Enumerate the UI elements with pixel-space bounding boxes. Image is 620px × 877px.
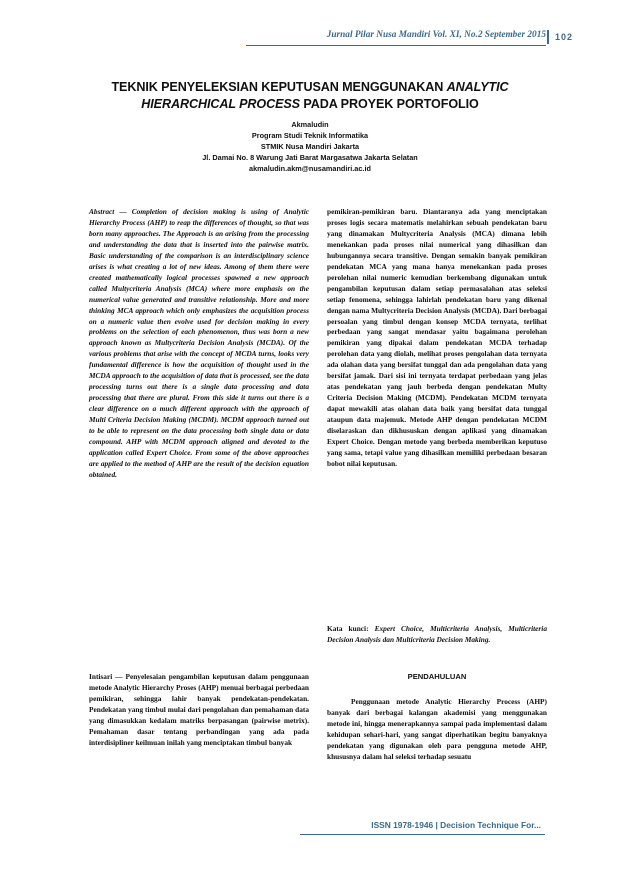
author-address: Jl. Damai No. 8 Warung Jati Barat Margasatwa Jakarta Selatan <box>202 152 418 162</box>
author-program: Program Studi Teknik Informatika <box>251 130 369 140</box>
title-line2: PADA PROYEK PORTOFOLIO <box>303 97 479 111</box>
title-line2-italic: HIERARCHICAL PROCESS <box>141 97 300 111</box>
author-email[interactable]: akmaludin.akm@nusamandiri.ac.id <box>249 163 371 173</box>
section-heading-introduction: PENDAHULUAN <box>407 672 467 681</box>
footer-rule <box>300 834 545 835</box>
author-block <box>120 120 500 175</box>
title-line1: TEKNIK PENYELEKSIAN KEPUTUSAN MENGGUNAKAN <box>111 80 444 94</box>
title-line1-italic: ANALYTIC <box>446 80 509 94</box>
author-institution: STMIK Nusa Mandiri Jakarta <box>260 141 360 151</box>
header-rule <box>246 45 546 46</box>
keywords-paragraph <box>327 624 547 646</box>
page-number: 102 <box>547 30 579 44</box>
abstract-paragraph: Abstract — Completion of decision making is using of Analytic Hierarchy Process (AHP) to reap the differences of thought, so that was born many approaches. The Approach is an arising from the processing and understanding the data that is inserted into the pairwise matrix. Basic understanding of the comparison is an interdisciplinary science arises is what creating a lot of new ideas. Among of them there were created mathematically logical processes spawned a new approach called Multycriteria Analysis (MCA) where more emphasis on the numerical value generated and transitive relationship. More and more thinking MCA approach which only emphasizes the acquisition process on a numeric value then evolve used for decision making in every problems on the selection of each phenomenon, thus was born a new approach known as Multycriteria Decision Analysis (MCDA). Of the various problems that arise with the concept of MCDA turns, looks very fundamental difference is how the acquisition of thought used in the MCDA approach to the acquisition of data that is processed, see the data processing turns out there is a single data processing and data processing that there are plural. From this side it turns out there is a clear difference on a much different approach with the approach of Multi Criteria Decision Making (MCDM). MCDM approach turned out to be able to represent on the data processing both single data or data compound. AHP with MCDM approach aligned and devoted to the application called Expert Choice. From some of the above approaches are applied to the method of AHP are the result of the decision equation obtained. <box>89 207 309 479</box>
journal-header: Jurnal Pilar Nusa Mandiri Vol. XI, No.2 September 2015 <box>326 30 546 40</box>
author-name: Akmaludin <box>291 120 329 129</box>
intisari-continued-paragraph: pemikiran-pemikiran baru. Diantaranya ada yang menciptakan proses logis secara matematis melahirkan sebuah pendekatan baru yang dinamakan Multycriteria Analysis (MCA) dimana lebih menekankan pada proses nilai numerical yang dihasilkan dan hubungannya secara transitive. Dengan semakin banyak pemikiran pendekatan MCA yang mana hanya menekankan pada proses perolehan nilai numeric kemudian berkembang digunakan untuk pengambilan keputusan dalam setiap permasalahan atas seleksi setiap fenomena, sehingga lahirlah pendekatan baru yang dikenal dengan nama Multycriteria Decision Analysis (MCDA). Dari berbagai persoalan yang timbul dengan konsep MCDA ternyata, terlihat perbedaan yang sangat mendasar yaitu bagaimana perolehan pemikiran yang dipakai dalam pendekatan MCDA terhadap perolehan data yang diolah, melihat proses pengolahan data ternyata ada olahan data yang bersifat tunggal dan ada pengolahan data yang bersifat jamak. Dari sisi ini ternyata terdapat perbedaan yang jelas atas pendekatan yang jauh berbeda dengan pendekatan Multy Criteria Decision Making (MCDM). Pendekatan MCDM ternyata dapat mewakili atas olahan data baik yang bersifat data tunggal ataupun data majemuk. Metode AHP dengan pendekatan MCDM diselaraskan dan dikhususkan dengan aplikasi yang dinamakan Expert Choice. Dengan metode yang berbeda memberikan keputuso yang sama, tetapi value yang dihasilkan memiliki perbedaan besaran bobot nilai keputusan. <box>327 207 547 468</box>
keywords-text: Expert Choice, Multicriteria Analysis, Multicriteria Decision Analysis dan Multicriteria Decision Making. <box>327 624 547 644</box>
paper-title <box>80 79 540 113</box>
introduction-paragraph: Penggunaan metode Analytic Hierarchy Process (AHP) banyak dari berbagai kalangan akademisi yang menggunakan metode ini, hingga menerapkannya sampai pada implementasi dalam kehidupan sehari-hari, yang sangat diperhatikan begitu banyaknya pendekatan yang digunakan oleh para pengguna metode AHP, khususnya dalam hal seleksi terhadap sesuatu <box>327 697 547 761</box>
intisari-paragraph: Intisari — Penyelesaian pengambilan keputusan dalam penggunaan metode Analytic Hierarchy Proses (AHP) menuai berbagai perbedaan pemikiran, sehingga lahir banyak pendekatan-pendekatan. Pendekatan yang timbul mulai dari pengolahan dan pemahaman data yang dimasukkan kedalam matriks berpasangan (pairwise metrix). Pemahaman dasar tentang perbandingan yang ada pada interdisipliner keilmuan inilah yang menciptakan timbul banyak <box>89 672 309 747</box>
journal-footer: ISSN 1978-1946 | Decision Technique For... <box>371 820 541 830</box>
keywords-label: Kata kunci: <box>327 624 369 633</box>
